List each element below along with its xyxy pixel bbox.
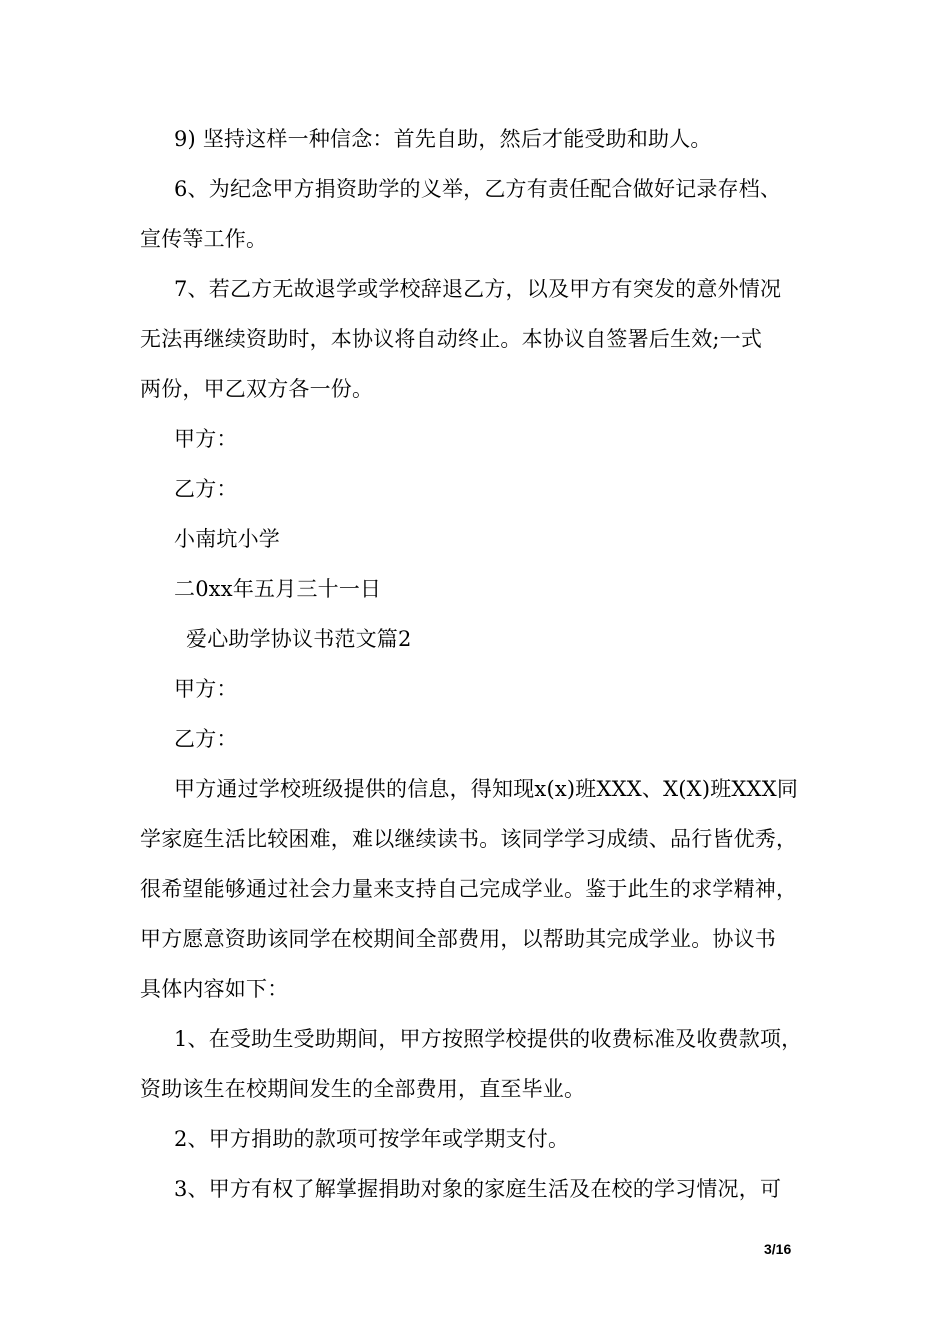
text-line: 宣传等工作。 (140, 227, 268, 251)
text-line: 两份，甲乙双方各一份。 (140, 377, 374, 401)
text-line: 9) 坚持这样一种信念：首先自助，然后才能受助和助人。 (174, 127, 712, 151)
text-line: 6、为纪念甲方捐资助学的义举，乙方有责任配合做好记录存档、 (174, 177, 782, 201)
text-line: 学家庭生活比较困难，难以继续读书。该同学学习成绩、品行皆优秀， (140, 827, 798, 851)
text-line: 小南坑小学 (174, 527, 280, 551)
text-line: 资助该生在校期间发生的全部费用，直至毕业。 (140, 1077, 586, 1101)
text-line: 具体内容如下： (140, 977, 289, 1001)
text-line: 无法再继续资助时，本协议将自动终止。本协议自签署后生效;一式 (140, 327, 763, 351)
text-line: 甲方： (174, 427, 238, 451)
text-line: 甲方： (174, 677, 238, 701)
text-line: 二0xx年五月三十一日 (174, 577, 382, 601)
text-line: 2、甲方捐助的款项可按学年或学期支付。 (174, 1127, 570, 1151)
text-line: 乙方： (174, 477, 238, 501)
text-line: 1、在受助生受助期间，甲方按照学校提供的收费标准及收费款项， (174, 1027, 803, 1051)
text-line: 乙方： (174, 727, 238, 751)
page-number: 3/16 (764, 1241, 792, 1257)
text-line: 甲方愿意资助该同学在校期间全部费用，以帮助其完成学业。协议书 (140, 927, 776, 951)
text-line: 甲方通过学校班级提供的信息，得知现x(x)班XXX、X(X)班XXX同 (174, 777, 799, 801)
text-line: 很希望能够通过社会力量来支持自己完成学业。鉴于此生的求学精神， (140, 877, 798, 901)
section-heading: 爱心助学协议书范文篇2 (186, 627, 412, 651)
text-line: 3、甲方有权了解掌握捐助对象的家庭生活及在校的学习情况，可 (174, 1177, 782, 1201)
text-line: 7、若乙方无故退学或学校辞退乙方，以及甲方有突发的意外情况 (174, 277, 782, 301)
